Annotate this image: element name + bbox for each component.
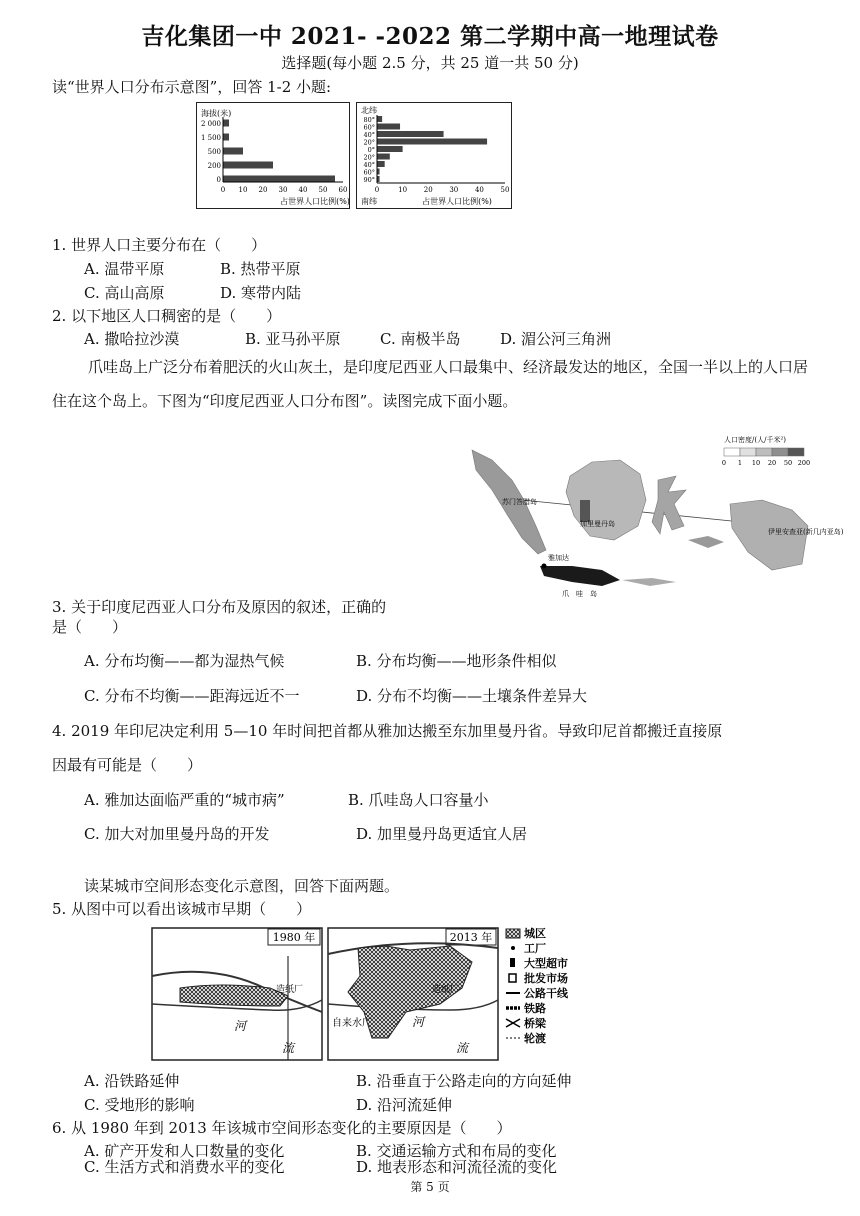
latitude-tick-label: 40° bbox=[363, 131, 375, 139]
river-char-liu-2013: 流 bbox=[456, 1041, 469, 1055]
q5-option-a: A. 沿铁路延伸 bbox=[84, 1072, 180, 1090]
altitude-x-tick-label: 30 bbox=[278, 186, 288, 194]
latitude-tick-label: 0° bbox=[367, 146, 375, 154]
sulawesi-island bbox=[652, 476, 686, 534]
q1-option-c: C. 高山高原 bbox=[84, 284, 165, 302]
altitude-x-tick-label: 60 bbox=[338, 186, 348, 194]
q6-option-b: B. 交通运输方式和布局的变化 bbox=[356, 1142, 557, 1160]
latitude-tick-label: 20° bbox=[363, 138, 375, 147]
city-legend-label: 桥梁 bbox=[524, 1017, 546, 1030]
map-legend-tick: 20 bbox=[767, 459, 777, 467]
altitude-bar bbox=[223, 176, 335, 183]
q5-stem: 5. 从图中可以看出该城市早期（ ） bbox=[52, 900, 312, 918]
water-plant-label: 自来水厂 bbox=[332, 1018, 372, 1029]
latitude-x-tick-label: 30 bbox=[449, 186, 459, 194]
q3-option-c: C. 分布不均衡——距海远近不一 bbox=[84, 687, 300, 705]
river-char-liu-1980: 流 bbox=[282, 1041, 295, 1055]
map-legend-tick: 50 bbox=[783, 459, 793, 467]
latitude-bar bbox=[377, 146, 403, 152]
q6-option-a: A. 矿产开发和人口数量的变化 bbox=[84, 1142, 285, 1160]
paper-mill-label-1980: 造纸厂 bbox=[276, 985, 304, 995]
q3-stem-line1: 3. 关于印度尼西亚人口分布及原因的叙述，正确的 bbox=[52, 598, 387, 616]
passage-indonesia: 爪哇岛上广泛分布着肥沃的火山灰土，是印度尼西亚人口最集中、经济最发达的地区，全国一半以上的人口居住在这个岛上。下图为“印度尼西亚人口分布图”。读图完成下面小题。 bbox=[52, 358, 809, 410]
lesser-islands-east bbox=[688, 536, 724, 548]
paper-mill-label-2013: 造纸厂 bbox=[432, 985, 460, 995]
java-label: 爪 哇 岛 bbox=[562, 590, 597, 598]
altitude-bar bbox=[223, 148, 243, 155]
kalimantan-dense-area bbox=[580, 500, 590, 522]
q4-option-d: D. 加里曼丹岛更适宜人居 bbox=[356, 825, 528, 843]
page-number: 第 5 页 bbox=[410, 1180, 450, 1194]
legend-symbol-supermarket bbox=[510, 958, 515, 967]
altitude-x-tick-label: 50 bbox=[318, 186, 328, 194]
river-char-he-1980: 河 bbox=[234, 1019, 247, 1033]
page-subtitle: 选择题(每小题 2.5 分，共 25 道一共 50 分) bbox=[281, 54, 579, 72]
sumatra-label: 苏门答腊岛 bbox=[502, 498, 537, 506]
altitude-chart-svg bbox=[197, 103, 349, 208]
altitude-bar bbox=[223, 162, 273, 169]
legend-symbol-market bbox=[509, 974, 516, 982]
q3-stem-line2: 是（ ） bbox=[52, 618, 128, 636]
altitude-xlabel: 占世界人口比例(%) bbox=[280, 197, 350, 206]
q5-option-b: B. 沿垂直于公路走向的方向延伸 bbox=[356, 1072, 572, 1090]
indonesia-map bbox=[462, 430, 844, 610]
city-legend-label: 城区 bbox=[524, 927, 546, 940]
indonesia-map-svg bbox=[462, 430, 844, 610]
altitude-x-tick-label: 0 bbox=[220, 186, 226, 194]
map-legend-swatch bbox=[756, 448, 772, 456]
latitude-x-tick-label: 0 bbox=[374, 186, 380, 194]
latitude-tick-label: 40° bbox=[363, 161, 375, 169]
q2-option-a: A. 撒哈拉沙漠 bbox=[84, 330, 180, 348]
year-label-1980: 1980 年 bbox=[272, 931, 316, 944]
city-legend-label: 批发市场 bbox=[524, 972, 568, 985]
map-legend-swatch bbox=[724, 448, 740, 456]
map-legend-swatch bbox=[788, 448, 804, 456]
altitude-x-tick-label: 20 bbox=[258, 186, 268, 194]
latitude-tick-label: 60° bbox=[363, 168, 375, 177]
q4-stem-line2: 因最有可能是（ ） bbox=[52, 756, 203, 774]
q5-option-d: D. 沿河流延伸 bbox=[356, 1096, 453, 1114]
city-legend-label: 轮渡 bbox=[524, 1032, 546, 1045]
year-label-2013: 2013 年 bbox=[449, 931, 493, 944]
city-legend-label: 大型超市 bbox=[524, 957, 568, 970]
q6-option-d: D. 地表形态和河流径流的变化 bbox=[356, 1158, 558, 1176]
city-morphology-svg bbox=[150, 926, 610, 1062]
latitude-chart bbox=[356, 102, 512, 209]
jakarta-dot bbox=[542, 564, 547, 569]
latitude-bar bbox=[377, 124, 400, 130]
latitude-bar bbox=[377, 139, 487, 145]
latitude-ylabel: 北纬 bbox=[361, 106, 377, 115]
q6-stem: 6. 从 1980 年到 2013 年该城市空间形态变化的主要原因是（ ） bbox=[52, 1119, 512, 1137]
altitude-tick-label: 1 500 bbox=[200, 134, 221, 142]
nusa-tenggara-islands bbox=[622, 578, 676, 586]
intro-text-3: 读某城市空间形态变化示意图，回答下面两题。 bbox=[84, 877, 400, 895]
altitude-x-tick-label: 40 bbox=[298, 186, 308, 194]
altitude-tick-label: 2 000 bbox=[200, 120, 221, 128]
page-title: 吉化集团一中 2021- -2022 第二学期中高一地理试卷 bbox=[141, 23, 719, 50]
q3-option-a: A. 分布均衡——都为湿热气候 bbox=[84, 652, 285, 670]
latitude-bar bbox=[377, 131, 444, 137]
kalimantan-label: 加里曼丹岛 bbox=[580, 520, 615, 528]
latitude-ylabel-bottom: 南纬 bbox=[361, 197, 377, 206]
jakarta-label: 雅加达 bbox=[548, 554, 569, 562]
altitude-bar bbox=[223, 134, 229, 141]
map-legend-tick: 0 bbox=[721, 459, 727, 467]
latitude-x-tick-label: 10 bbox=[398, 186, 408, 194]
map-legend-tick: 200 bbox=[797, 459, 811, 467]
q4-option-b: B. 爪哇岛人口容量小 bbox=[348, 791, 489, 809]
city-legend-label: 铁路 bbox=[524, 1002, 546, 1015]
altitude-x-tick-label: 10 bbox=[238, 186, 248, 194]
q2-option-b: B. 亚马孙平原 bbox=[245, 330, 341, 348]
map-legend-swatch bbox=[772, 448, 788, 456]
city-legend-label: 工厂 bbox=[524, 942, 546, 955]
latitude-bar bbox=[377, 116, 382, 122]
q4-stem-line1: 4. 2019 年印尼决定利用 5—10 年时间把首都从雅加达搬至东加里曼丹省。导致印尼首都搬迁直接原 bbox=[52, 722, 723, 740]
q5-option-c: C. 受地形的影响 bbox=[84, 1096, 195, 1114]
papua-label: 伊里安查亚(新几内亚岛) bbox=[768, 528, 844, 536]
q3-option-d: D. 分布不均衡——土壤条件差异大 bbox=[356, 687, 588, 705]
latitude-tick-label: 80° bbox=[363, 116, 375, 124]
latitude-chart-svg bbox=[357, 103, 511, 208]
q6-option-c: C. 生活方式和消费水平的变化 bbox=[84, 1158, 285, 1176]
altitude-ylabel: 海拔(米) bbox=[201, 109, 232, 118]
legend-symbol-city bbox=[506, 929, 520, 938]
latitude-tick-label: 60° bbox=[363, 123, 375, 132]
latitude-bar bbox=[377, 154, 390, 160]
river-char-he-2013: 河 bbox=[412, 1015, 425, 1029]
altitude-tick-label: 200 bbox=[207, 162, 221, 170]
latitude-tick-label: 90° bbox=[363, 176, 375, 184]
q1-option-b: B. 热带平原 bbox=[220, 260, 301, 278]
java-island bbox=[540, 566, 620, 586]
legend-symbol-bridge bbox=[506, 1019, 520, 1027]
q4-option-a: A. 雅加达面临严重的“城市病” bbox=[84, 791, 285, 809]
latitude-xlabel: 占世界人口比例(%) bbox=[422, 197, 492, 206]
latitude-bar bbox=[377, 161, 385, 167]
latitude-x-tick-label: 50 bbox=[500, 186, 510, 194]
city-legend-label: 公路干线 bbox=[524, 987, 568, 1000]
legend-symbol-factory bbox=[511, 946, 515, 950]
q2-option-d: D. 湄公河三角洲 bbox=[500, 330, 612, 348]
latitude-tick-label: 20° bbox=[363, 153, 375, 162]
altitude-tick-label: 500 bbox=[207, 148, 221, 156]
intro-text-1: 读“世界人口分布示意图”，回答 1-2 小题: bbox=[52, 78, 332, 96]
altitude-bar bbox=[223, 120, 229, 127]
altitude-chart bbox=[196, 102, 350, 209]
q4-option-c: C. 加大对加里曼丹岛的开发 bbox=[84, 825, 270, 843]
q1-option-a: A. 温带平原 bbox=[84, 260, 165, 278]
q3-option-b: B. 分布均衡——地形条件相似 bbox=[356, 652, 557, 670]
city-morphology-figure bbox=[150, 926, 610, 1062]
q1-stem: 1. 世界人口主要分布在（ ） bbox=[52, 236, 267, 254]
map-legend-swatch bbox=[740, 448, 756, 456]
map-legend-tick: 1 bbox=[737, 459, 743, 467]
latitude-x-tick-label: 40 bbox=[474, 186, 484, 194]
q2-stem: 2. 以下地区人口稠密的是（ ） bbox=[52, 307, 282, 325]
kalimantan-island bbox=[566, 460, 646, 540]
latitude-x-tick-label: 20 bbox=[423, 186, 433, 194]
map-legend-tick: 10 bbox=[751, 459, 761, 467]
map-legend-title: 人口密度/(人/千米²) bbox=[724, 436, 786, 444]
q2-option-c: C. 南极半岛 bbox=[380, 330, 461, 348]
q1-option-d: D. 寒带内陆 bbox=[220, 284, 302, 302]
altitude-tick-label: 0 bbox=[216, 176, 221, 184]
